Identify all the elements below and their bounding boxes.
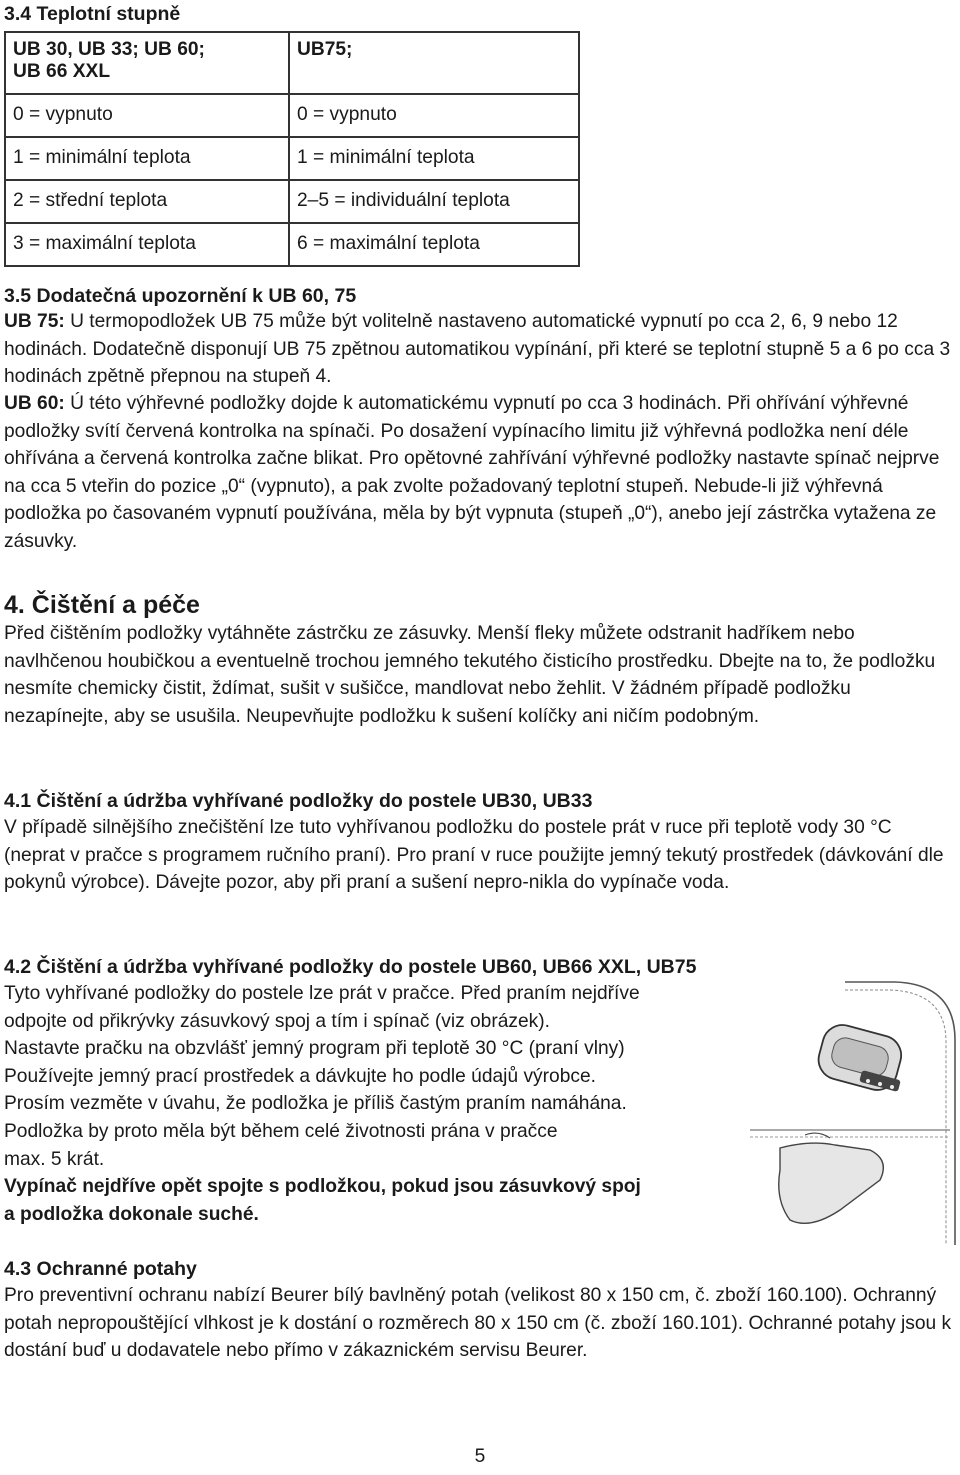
- section-4-2-heading: 4.2 Čištění a údržba vyhřívané podložky do postele UB60, UB66 XXL, UB75: [4, 956, 697, 978]
- col1-header-line1: UB 30, UB 33; UB 60;: [13, 39, 205, 60]
- section-4-2-text: [4, 980, 749, 1228]
- section-4-3-paragraph: Pro preventivní ochranu nabízí Beurer bílý bavlněný potah (velikost 80 x 150 cm, č. zboží 160.100). Ochranný potah nepropouštějící vlhkost je k dostání o rozměrech 80 x 150 cm (č. zboží 160.101). Ochranné potahy jsou k dostání buď u dodavatele nebo přímo v zákaznickém servisu Beurer.: [4, 1285, 952, 1362]
- table-cell: 3 = maximální teplota: [5, 223, 289, 266]
- table-cell: 0 = vypnuto: [289, 94, 579, 137]
- section-4-paragraph: Před čištěním podložky vytáhněte zástrčku ze zásuvky. Menší fleky můžete odstranit hadříkem nebo navlhčenou houbičkou a eventuelně trochou jemného tekutého čisticího prostředku. Dbejte na to, že podložku nesmíte chemicky čistit, ždímat, sušit v sušičce, mandlovat nebo žehlit. V žádném případě podložku nezapínejte, aby se usušila. Neupevňujte podložku k sušení kolíčky ani ničím podobným.: [4, 623, 936, 727]
- col1-header-line2: UB 66 XXL: [13, 61, 111, 82]
- section-4-2-line: max. 5 krát.: [4, 1148, 105, 1170]
- table-cell: 0 = vypnuto: [5, 94, 289, 137]
- section-3-5-heading: 3.5 Dodatečná upozornění k UB 60, 75: [4, 285, 357, 307]
- temperature-levels-table: [4, 31, 580, 267]
- ub60-label: UB 60:: [4, 393, 65, 414]
- table-header-cell: [5, 32, 289, 94]
- section-4-2-line: Používejte jemný prací prostředek a dávkujte ho podle údajů výrobce.: [4, 1065, 596, 1087]
- page-number: 5: [474, 1446, 486, 1467]
- table-header-cell: UB75;: [289, 32, 579, 94]
- section-4-2-line: Nastavte pračku na obzvlášť jemný program při teplotě 30 °C (praní vlny): [4, 1038, 625, 1060]
- section-4-2-line: odpojte od přikrývky zásuvkový spoj a tím i spínač (viz obrázek).: [4, 1010, 550, 1032]
- section-4-2-line: Podložka by proto měla být během celé životnosti prána v pračce: [4, 1120, 558, 1142]
- ub60-text: Ú této výhřevné podložky dojde k automatickému vypnutí po cca 3 hodinách. Při ohřívání výhřevné podložky svítí červená kontrolka na spínači. Po dosažení vypínacího limitu již výhřevná podložka není déle ohřívána a červená kontrolka začne blikat. Pro opětovné zahřívání výhřevné podložky nastavte spínač nejprve na cca 5 vteřin do pozice „0“ (vypnuto), a pak zvolte požadovaný teplotní stupeň. Nebude-li již výhřevná podložka po časovaném vypnutí používána, měla by být vypnuta (stupeň „0“), anebo její zástrčka vytažena ze zásuvky.: [4, 393, 940, 552]
- ub75-text: U termopodložek UB 75 může být volitelně nastaveno automatické vypnutí po cca 2, 6, 9 nebo 12 hodinách. Dodatečně disponují UB 75 zpětnou automatikou vypínání, při které se teplotní stupně 5 a 6 po cca 3 hodinách zpětně přepnou na stupeň 4.: [4, 311, 951, 388]
- section-4-2-line: Prosím vezměte v úvahu, že podložka je příliš častým praním namáhána.: [4, 1093, 627, 1115]
- ub75-label: UB 75:: [4, 311, 65, 332]
- table-cell: 2–5 = individuální teplota: [289, 180, 579, 223]
- table-row: [5, 94, 579, 137]
- section-4-1-heading: 4.1 Čištění a údržba vyhřívané podložky do postele UB30, UB33: [4, 790, 593, 812]
- switch-disconnect-illustration: [750, 980, 960, 1245]
- table-header-row: [5, 32, 579, 94]
- table-row: [5, 223, 579, 266]
- section-3-5-paragraph-ub60: [4, 390, 956, 556]
- section-4-2-bold-line: Vypínač nejdříve opět spojte s podložkou, pokud jsou zásuvkový spoj: [4, 1176, 641, 1198]
- table-row: [5, 180, 579, 223]
- section-3-4-heading: 3.4 Teplotní stupně: [4, 3, 181, 25]
- table-cell: 1 = minimální teplota: [5, 137, 289, 180]
- section-3-5-paragraph-ub75: [4, 308, 956, 391]
- section-4-3-heading: 4.3 Ochranné potahy: [4, 1258, 197, 1280]
- section-4-2-line: Tyto vyhřívané podložky do postele lze prát v pračce. Před praním nejdříve: [4, 983, 640, 1004]
- section-4-1-paragraph: V případě silnějšího znečištění lze tuto vyhřívanou podložku do postele prát v ruce při teplotě vody 30 °C (neprat v pračce s programem ručního praní). Pro praní v ruce použijte jemný tekutý prostředek (dávkování dle pokynů výrobce). Dávejte pozor, aby při praní a sušení nepro-nikla do vypínače voda.: [4, 817, 944, 894]
- section-4-heading: 4. Čištění a péče: [4, 591, 200, 619]
- table-cell: 6 = maximální teplota: [289, 223, 579, 266]
- table-cell: 1 = minimální teplota: [289, 137, 579, 180]
- table-row: [5, 137, 579, 180]
- section-4-2-bold-line: a podložka dokonale suché.: [4, 1203, 259, 1225]
- table-cell: 2 = střední teplota: [5, 180, 289, 223]
